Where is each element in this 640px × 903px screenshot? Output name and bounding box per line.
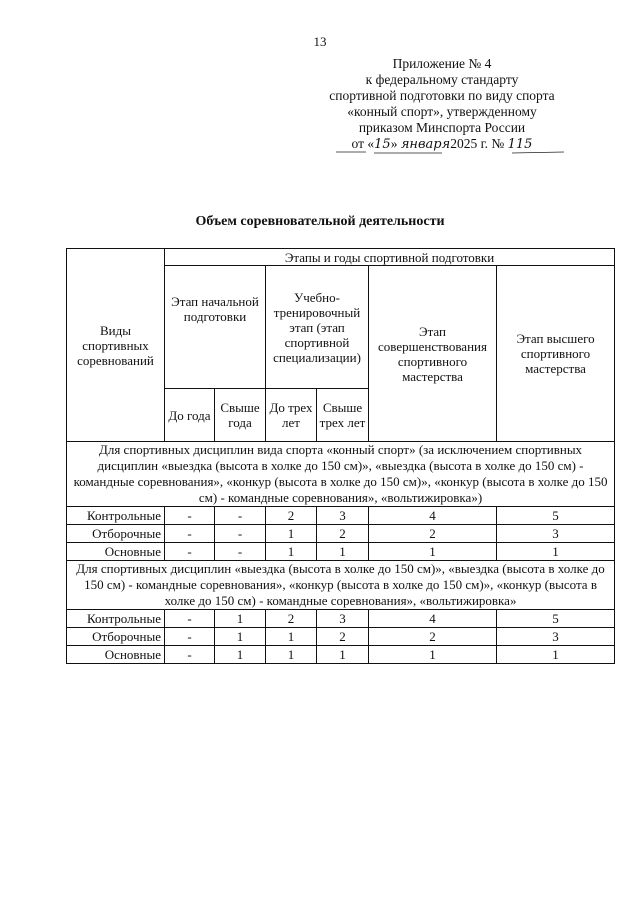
table-cell: 5 bbox=[497, 610, 615, 628]
header-stage-initial: Этап начальной подготовки bbox=[165, 266, 266, 389]
appendix-line: Приложение № 4 bbox=[392, 56, 492, 71]
table-cell: 4 bbox=[369, 610, 497, 628]
table-cell: 1 bbox=[317, 543, 369, 561]
appendix-block bbox=[302, 56, 582, 153]
header-stage-training: Учебно-тренировочный этап (этап спортивной специализации) bbox=[266, 266, 369, 389]
handwritten-order-number: 115 bbox=[507, 137, 533, 152]
header-stages: Этапы и годы спортивной подготовки bbox=[165, 249, 615, 266]
header-sub-up-to-year: До года bbox=[165, 389, 215, 442]
table-cell: 1 bbox=[215, 610, 266, 628]
table-cell: - bbox=[165, 525, 215, 543]
table-cell: 2 bbox=[317, 525, 369, 543]
page-number: 13 bbox=[313, 34, 327, 49]
handwritten-day: 15 bbox=[374, 137, 391, 152]
table-cell: 3 bbox=[497, 525, 615, 543]
table-cell: 4 bbox=[369, 507, 497, 525]
header-sub-over-year: Свыше года bbox=[215, 389, 266, 442]
row-label: Контрольные bbox=[67, 610, 165, 628]
section-heading: Для спортивных дисциплин «выездка (высота в холке до 150 см)», «выездка (высота в холке до 150 см) - командные соревнования», «конкур (высота в холке до 150 см)», «конкур (высота в холке до 150 см) - командные соревнования», «вольтижировка» bbox=[67, 561, 615, 610]
table-cell: 3 bbox=[317, 610, 369, 628]
table-cell: 1 bbox=[266, 628, 317, 646]
order-date-line bbox=[302, 136, 582, 153]
table-cell: - bbox=[215, 507, 266, 525]
table-cell: 1 bbox=[317, 646, 369, 664]
row-label: Отборочные bbox=[67, 525, 165, 543]
header-sub-up-to-three: До трех лет bbox=[266, 389, 317, 442]
header-competition-types: Виды спортивных соревнований bbox=[67, 249, 165, 442]
table-cell: - bbox=[165, 646, 215, 664]
table-row bbox=[67, 543, 615, 561]
table-cell: - bbox=[165, 610, 215, 628]
table-cell: 3 bbox=[317, 507, 369, 525]
date-year: 2025 г. № bbox=[450, 136, 505, 151]
table-row bbox=[67, 507, 615, 525]
table-cell: 1 bbox=[266, 543, 317, 561]
appendix-line: спортивной подготовки по виду спорта bbox=[329, 88, 555, 103]
table-row bbox=[67, 525, 615, 543]
section-heading: Для спортивных дисциплин вида спорта «конный спорт» (за исключением спортивных дисциплин «выездка (высота в холке до 150 см)», «выездка (высота в холке до 150 см) - командные соревнования», «конкур (высота в холке до 150 см)», «конкур (высота в холке до 150 см) - командные соревнования», «вольтижировка») bbox=[67, 442, 615, 507]
competition-volume-table bbox=[66, 248, 615, 664]
appendix-line: к федеральному стандарту bbox=[365, 72, 519, 87]
table-cell: 1 bbox=[497, 646, 615, 664]
table-cell: 2 bbox=[369, 628, 497, 646]
header-stage-improvement: Этап совершенствования спортивного мастерства bbox=[369, 266, 497, 442]
header-sub-over-three: Свыше трех лет bbox=[317, 389, 369, 442]
handwritten-month: января bbox=[400, 137, 451, 152]
table-row bbox=[67, 646, 615, 664]
table-cell: 1 bbox=[215, 646, 266, 664]
row-label: Основные bbox=[67, 543, 165, 561]
table-row bbox=[67, 610, 615, 628]
table-cell: 2 bbox=[266, 507, 317, 525]
table-cell: 2 bbox=[317, 628, 369, 646]
table-cell: - bbox=[215, 525, 266, 543]
handwriting-underline bbox=[302, 150, 582, 156]
table-cell: - bbox=[165, 543, 215, 561]
table-cell: 2 bbox=[266, 610, 317, 628]
row-label: Отборочные bbox=[67, 628, 165, 646]
date-mid: » bbox=[390, 136, 398, 151]
row-label: Основные bbox=[67, 646, 165, 664]
table-cell: 3 bbox=[497, 628, 615, 646]
table-cell: - bbox=[165, 628, 215, 646]
appendix-line: приказом Минспорта России bbox=[358, 120, 526, 135]
table-cell: - bbox=[215, 543, 266, 561]
header-stage-higher: Этап высшего спортивного мастерства bbox=[497, 266, 615, 442]
table-cell: 1 bbox=[369, 646, 497, 664]
table-cell: 1 bbox=[215, 628, 266, 646]
document-title: Объем соревновательной деятельности bbox=[195, 214, 445, 229]
table-cell: 1 bbox=[369, 543, 497, 561]
table-cell: 1 bbox=[497, 543, 615, 561]
table-cell: - bbox=[165, 507, 215, 525]
table-row bbox=[67, 628, 615, 646]
appendix-line: «конный спорт», утвержденному bbox=[347, 104, 537, 119]
table-cell: 5 bbox=[497, 507, 615, 525]
table-cell: 2 bbox=[369, 525, 497, 543]
date-prefix: от « bbox=[351, 136, 375, 151]
table-cell: 1 bbox=[266, 646, 317, 664]
row-label: Контрольные bbox=[67, 507, 165, 525]
table-cell: 1 bbox=[266, 525, 317, 543]
